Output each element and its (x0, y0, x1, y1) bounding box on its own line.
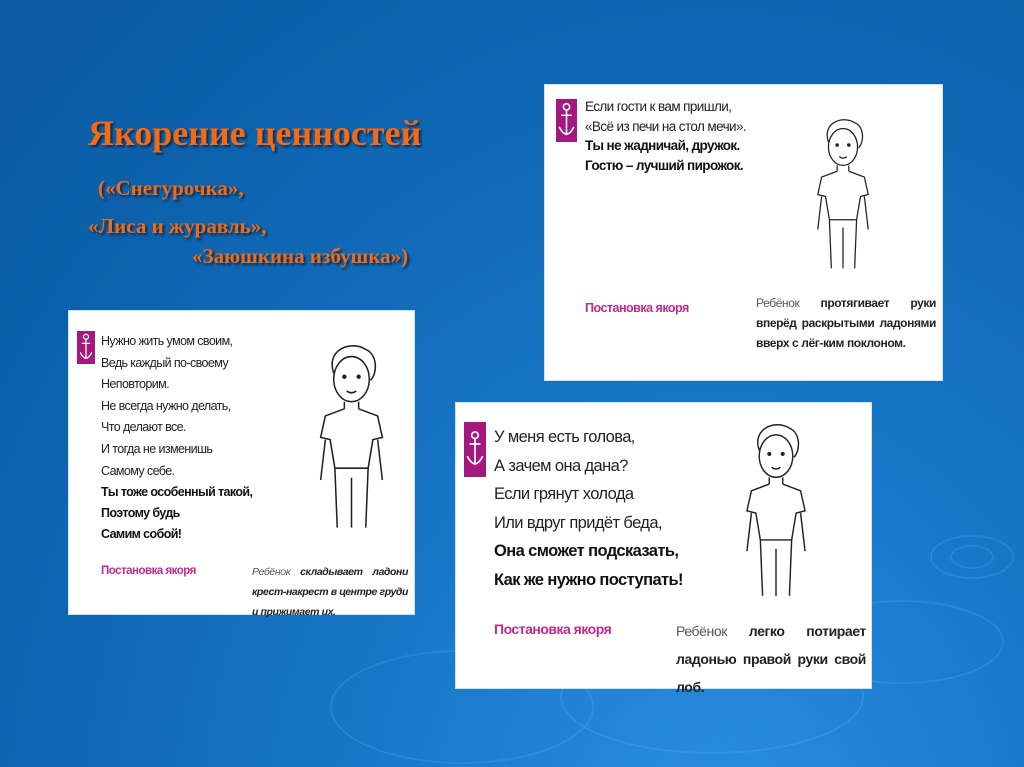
subtitle-line: «Лиса и журавль», (88, 214, 267, 238)
description-lead: Ребёнок (756, 296, 800, 310)
poem-line: Нужно жить умом своим, (101, 334, 233, 348)
poem-line: И тогда не изменишь (101, 441, 213, 456)
poem-line: «Всё из печи на стол мечи». (585, 118, 747, 134)
subtitle-line: («Снегурочка», (98, 176, 244, 200)
slide-title-block (88, 112, 422, 268)
description-lead: Ребёнок (676, 623, 727, 639)
poem-line-bold: Ты не жадничай, дружок. (585, 138, 740, 153)
description-lead: Ребёнок (252, 566, 291, 578)
poem-line: Не всегда нужно делать, (101, 398, 231, 413)
gesture-description (756, 293, 936, 353)
anchor-icon (464, 422, 486, 477)
poem-line-bold: Она сможет подсказать, (494, 542, 679, 560)
anchor-icon (77, 331, 95, 364)
poem-line: Что делают все. (101, 420, 186, 435)
description-text: протягивает руки вперёд раскрытыми ладонями вверх с лёг-ким поклоном. (756, 296, 937, 350)
poem-line-bold: Ты тоже особенный такой, (101, 485, 253, 500)
description-text: складывает ладони крест-накрест в центре груди и прижимает их. (252, 566, 408, 618)
poem-line: Если грянут холода (494, 485, 634, 503)
water-ripple (950, 545, 994, 569)
poem-line: У меня есть голова, (494, 428, 635, 446)
poem (585, 97, 746, 175)
poem-line: Неповторим. (101, 377, 170, 392)
boy-illustration (803, 113, 883, 278)
poem-line: А зачем она дана? (494, 456, 628, 475)
poem-line: Ведь каждый по-своему (101, 355, 229, 370)
description-text: легко потирает ладонью правой руки свой лоб. (676, 623, 866, 695)
boy-illustration (304, 331, 399, 546)
anchor-caption: Постановка якоря (585, 301, 689, 315)
poem-line: Если гости к вам пришли, (585, 99, 732, 114)
card-be-yourself (68, 310, 415, 618)
anchor-icon (556, 99, 577, 142)
poem (494, 423, 683, 594)
poem (101, 331, 252, 545)
anchor-caption: Постановка якоря (101, 565, 196, 577)
poem-line-bold: Самим собой! (101, 527, 182, 542)
card-hospitality (544, 84, 943, 381)
slide-title: Якорение ценностей (88, 113, 422, 153)
poem-line-bold: Как же нужно поступать! (494, 570, 683, 589)
gesture-description (252, 562, 408, 622)
subtitle-line: «Заюшкина избушка») (192, 244, 409, 268)
poem-line: Самому себе. (101, 463, 175, 478)
card-head (455, 402, 872, 695)
anchor-caption: Постановка якоря (494, 621, 612, 637)
poem-line-bold: Поэтому будь (101, 506, 180, 521)
poem-line-bold: Гостю – лучший пирожок. (585, 157, 744, 173)
boy-illustration (731, 417, 821, 607)
poem-line: Или вдруг придёт беда, (494, 513, 662, 532)
gesture-description (676, 617, 866, 701)
